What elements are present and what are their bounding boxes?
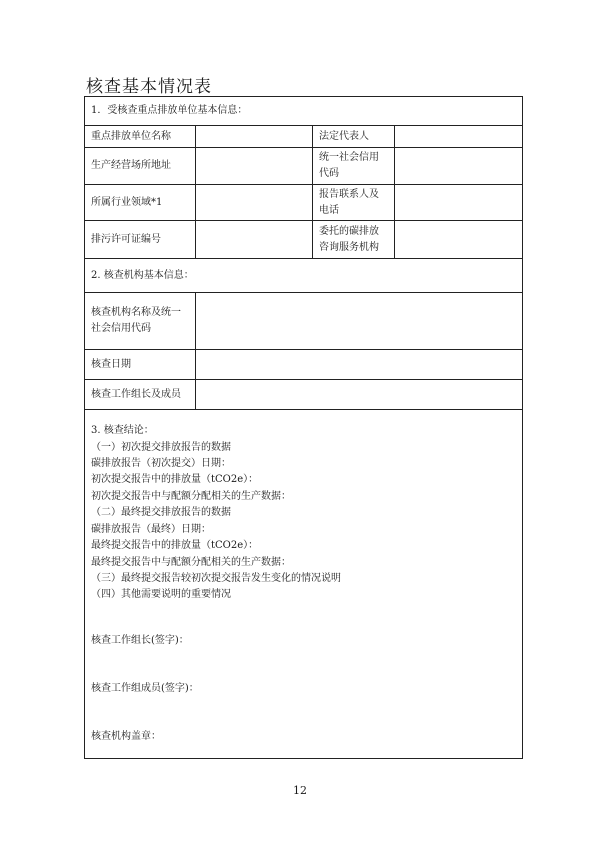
conclusion-line: 碳排放报告（最终）日期： (91, 523, 211, 535)
section1-header-row (85, 97, 523, 126)
section3-heading: 3. 核查结论： (91, 425, 154, 437)
conclusion-line: 最终提交报告中与配额分配相关的生产数据： (91, 556, 291, 568)
conclusion-line: （二）最终提交排放报告的数据 (91, 507, 231, 519)
credit-code-value[interactable] (395, 148, 523, 185)
section3-row (85, 410, 523, 759)
table-row (85, 380, 523, 410)
legal-rep-value[interactable] (395, 126, 523, 148)
industry-value[interactable] (196, 185, 313, 221)
section2-heading: 2. 核查机构基本信息： (85, 259, 523, 293)
conclusion-line: 初次提交报告中与配额分配相关的生产数据： (91, 490, 291, 502)
team-members-value[interactable] (196, 380, 523, 410)
verification-date-value[interactable] (196, 350, 523, 380)
credit-code-label: 统一社会信用代码 (313, 148, 395, 185)
permit-number-value[interactable] (196, 221, 313, 259)
agency-name-value[interactable] (196, 293, 523, 350)
section1-heading: 1．受核查重点排放单位基本信息： (85, 97, 523, 126)
permit-number-label: 排污许可证编号 (85, 221, 196, 259)
conclusion-line: 最终提交报告中的排放量（tCO2e）： (91, 540, 259, 552)
consulting-agency-label: 委托的碳排放咨询服务机构 (313, 221, 395, 259)
conclusion-line: （一）初次提交排放报告的数据 (91, 441, 231, 453)
table-row (85, 148, 523, 185)
conclusion-line: （三）最终提交报告较初次提交报告发生变化的情况说明 (91, 572, 341, 584)
verification-info-table (84, 96, 523, 759)
section2-header-row (85, 259, 523, 293)
address-value[interactable] (196, 148, 313, 185)
table-row (85, 221, 523, 259)
conclusion-line: 碳排放报告（初次提交）日期： (91, 458, 231, 470)
unit-name-label: 重点排放单位名称 (85, 126, 196, 148)
conclusion-line: （四）其他需要说明的重要情况 (91, 589, 231, 601)
legal-rep-label: 法定代表人 (313, 126, 395, 148)
address-label: 生产经营场所地址 (85, 148, 196, 185)
conclusion-line: 初次提交报告中的排放量（tCO2e）： (91, 474, 259, 486)
agency-name-label: 核查机构名称及统一社会信用代码 (85, 293, 196, 350)
consulting-agency-value[interactable] (395, 221, 523, 259)
members-signature-label: 核查工作组成员(签字)： (91, 682, 199, 694)
page-number: 12 (293, 784, 307, 797)
agency-seal-label: 核查机构盖章： (91, 730, 161, 742)
table-row (85, 350, 523, 380)
leader-signature-label: 核查工作组长(签字)： (91, 634, 189, 646)
industry-label: 所属行业领域*1 (85, 185, 196, 221)
unit-name-value[interactable] (196, 126, 313, 148)
contact-label: 报告联系人及电话 (313, 185, 395, 221)
table-row (85, 185, 523, 221)
table-row (85, 293, 523, 350)
contact-value[interactable] (395, 185, 523, 221)
conclusion-cell[interactable] (85, 410, 523, 759)
page-title: 核查基本情况表 (86, 77, 212, 97)
team-members-label: 核查工作组长及成员 (85, 380, 196, 410)
table-row (85, 126, 523, 148)
verification-date-label: 核查日期 (85, 350, 196, 380)
